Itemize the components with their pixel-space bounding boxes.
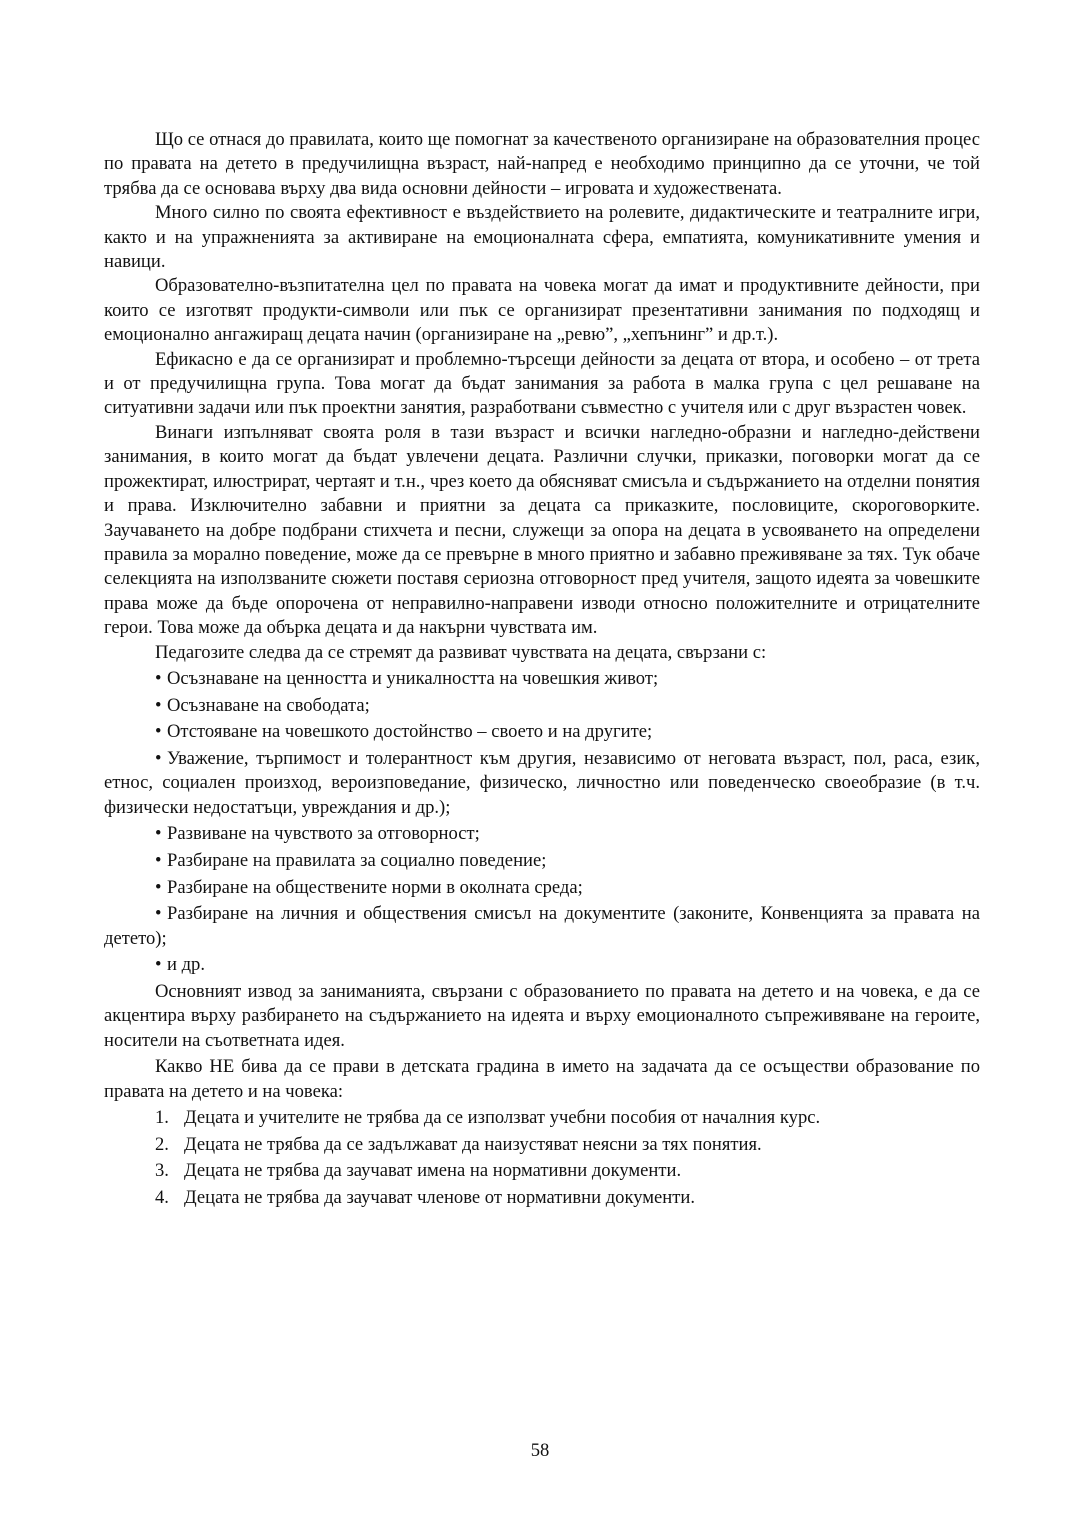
list-number: 4.: [155, 1186, 169, 1208]
list-item: [104, 747, 980, 820]
list-number: 3.: [155, 1160, 169, 1182]
list-item: [104, 667, 980, 691]
list-item: [104, 720, 980, 744]
bullet-icon: •: [155, 876, 162, 898]
list-item: [104, 953, 980, 977]
list-item-text: Децата не трябва да се задължават да наизустяват неясни за тях понятия.: [184, 1133, 762, 1155]
page-number: 58: [530, 1440, 550, 1461]
bullet-icon: •: [155, 668, 162, 690]
list-item-text: Осъзнаване на свободата;: [167, 694, 370, 716]
bullet-icon: •: [155, 823, 162, 845]
list-number: 1.: [155, 1107, 169, 1129]
list-item: [104, 1106, 980, 1130]
list-item-text: Уважение, търпимост и толерантност към другия, независимо от неговата възраст, пол, раса, език, етнос, социален произход, вероизповедание, физическо, личностно или поведенческо своеобразие (в т.ч. физически недостатъци, увреждания и др.);: [104, 747, 980, 818]
paragraph: Основният извод за заниманията, свързани с образованието по правата на детето и на човека, е да се акцентира върху разбирането на съдържанието на идеята и върху емоционалното съпреживяване на героите, носители на съответната идея.: [104, 980, 980, 1051]
paragraph: Що се отнася до правилата, които ще помогнат за качественото организиране на образователния процес по правата на детето в предучилищна възраст, най-напред е необходимо принципно да се уточни, че той трябва да се основава върху два вида основни дейности – игровата и художествената.: [104, 129, 980, 199]
bullet-icon: •: [155, 747, 162, 769]
paragraph: Много силно по своята ефективност е въздействието на ролевите, дидактическите и театралните игри, както и на упражненията за активиране на емоционалната сфера, емпатията, комуникативните умения и навици.: [104, 202, 980, 273]
paragraph: Педагозите следва да се стремят да развиват чувствата на децата, свързани с:: [155, 641, 767, 663]
list-item: [104, 849, 980, 873]
list-item-text: Разбиране на личния и обществения смисъл на документите (законите, Конвенцията за правата на детето);: [104, 903, 980, 949]
list-item-text: Осъзнаване на ценността и уникалността на човешкия живот;: [167, 668, 659, 690]
list-item: [104, 694, 980, 718]
paragraph: Какво НЕ бива да се прави в детската градина в името на задачата да се осъществи образование по правата на детето и на човека:: [104, 1056, 980, 1102]
list-item-text: Отстояване на човешкото достойнство – своето и на другите;: [167, 721, 653, 743]
list-item-text: Разбиране на обществените норми в околната среда;: [167, 876, 583, 898]
list-number: 2.: [155, 1133, 169, 1155]
list-item-text: Децата не трябва да заучават членове от нормативни документи.: [184, 1186, 695, 1208]
list-item-text: Развиване на чувството за отговорност;: [167, 823, 480, 845]
list-item: [104, 822, 980, 846]
bullet-icon: •: [155, 849, 162, 871]
paragraph: Образователно-възпитателна цел по правата на човека могат да имат и продуктивните дейности, при които се изготвят продукти-символи или пък се организират презентативни занимания по подходящ и емоционално ангажиращ децата начин (организиране на „ревю”, „хепънинг” и др.т.).: [104, 275, 980, 346]
bullet-list: [104, 667, 980, 977]
list-item: [104, 902, 980, 951]
bullet-icon: •: [155, 954, 162, 976]
paragraph: Винаги изпълняват своята роля в тази възраст и всички нагледно-образни и нагледно-действени занимания, в които могат да бъдат увлечени децата. Различни случки, приказки, поговорки могат да се прожектират, илюстрират, чертаят и т.н., чрез което да обясняват смисъла и съдържанието на отделни понятия и права. Изключително забавни и приятни за децата са приказките, пословиците, скороговорките. Заучаването на добре подбрани стихчета и песни, служещи за опора на децата в усвояването на определени правила за морално поведение, може да се превърне в много приятно и забавно преживяване за тях. Тук обаче селекцията на използваните сюжети поставя сериозна отговорност пред учителя, защото идеята за човешките права може да бъде опорочена от неправилно-направени изводи относно положителните и отрицателните герои. Това може да обърка децата и да накърни чувствата им.: [104, 421, 980, 639]
bullet-icon: •: [155, 694, 162, 716]
bullet-icon: •: [155, 721, 162, 743]
list-item: [104, 876, 980, 900]
bullet-icon: •: [155, 903, 162, 925]
list-item: [104, 1159, 980, 1183]
list-item-text: Разбиране на правилата за социално поведение;: [167, 849, 547, 871]
list-item-text: Децата не трябва да заучават имена на нормативни документи.: [184, 1160, 682, 1182]
list-item-text: Децата и учителите не трябва да се използват учебни пособия от началния курс.: [184, 1107, 821, 1129]
numbered-list: [104, 1106, 980, 1210]
list-item-text: и др.: [167, 954, 206, 976]
page-body: [104, 128, 980, 1210]
list-item: [104, 1186, 980, 1210]
list-item: [104, 1133, 980, 1157]
paragraph: Ефикасно е да се организират и проблемно-търсещи дейности за децата от втора, и особено – от трета и от предучилищна група. Това могат да бъдат занимания за работа в малка група с цел решаване на ситуативни задачи или пък проектни занятия, разработвани съвместно с учителя или с друг възрастен човек.: [104, 348, 980, 419]
